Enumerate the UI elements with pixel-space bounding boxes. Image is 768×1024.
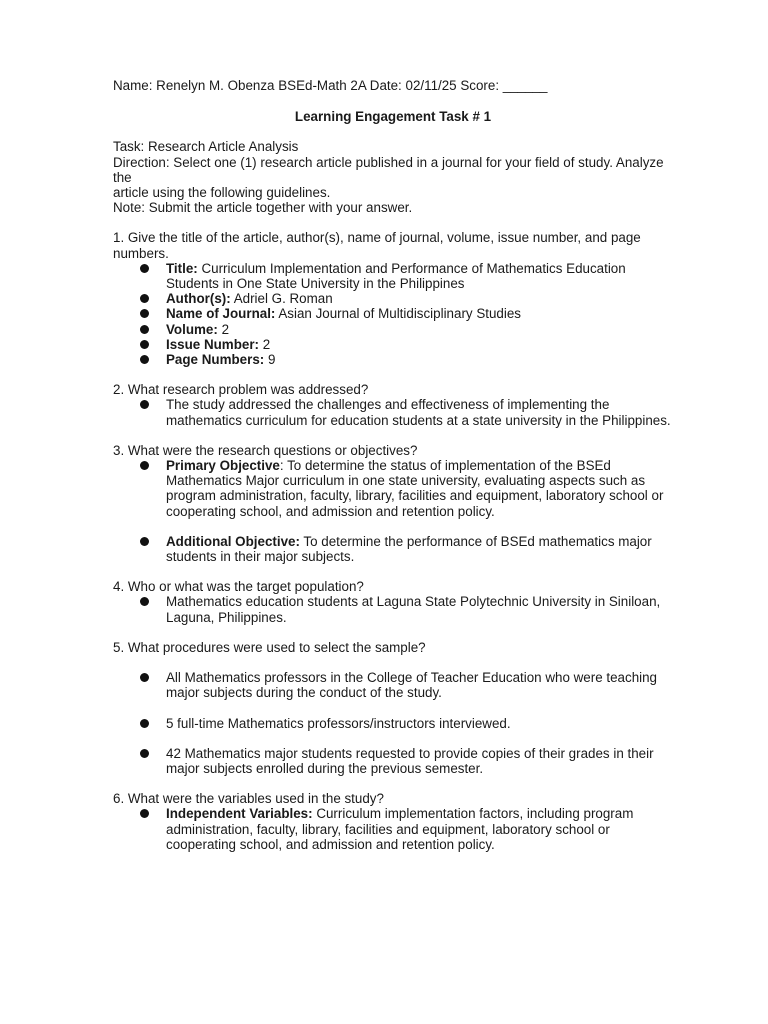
name-header-line: Name: Renelyn M. Obenza BSEd-Math 2A Date: 02/11/25 Score: ______: [113, 78, 548, 93]
list-item: [113, 806, 673, 852]
item-label: Volume:: [166, 321, 218, 337]
list-item: [113, 261, 673, 291]
list-item: [113, 716, 673, 731]
question-1: [113, 230, 673, 367]
item-value: Curriculum Implementation and Performance of Mathematics Education Students in One State University in the Philippines: [166, 260, 626, 292]
list-item: [113, 291, 673, 306]
item-label: Author(s):: [166, 291, 231, 307]
item-label: Page Numbers:: [166, 352, 265, 368]
list-item: [113, 322, 673, 337]
task-line: Task: Research Article Analysis: [113, 139, 299, 155]
list-item: [113, 306, 673, 321]
answer-text: All Mathematics professors in the College of Teacher Education who were teaching major subjects during the conduct of the study.: [166, 670, 658, 701]
item-value: To determine the performance of BSEd mathematics major students in their major subjects.: [166, 533, 652, 565]
list-item: [113, 746, 673, 776]
list-item: [113, 458, 673, 519]
question-2: [113, 382, 673, 428]
bullet-icon: [140, 809, 149, 818]
question-6-text: 6. What were the variables used in the study?: [113, 791, 384, 807]
question-5-text: 5. What procedures were used to select the sample?: [113, 639, 426, 655]
question-6-list: [113, 806, 673, 852]
document-content: [113, 78, 673, 867]
direction-line-2: article using the following guidelines.: [113, 185, 331, 201]
page-title: Learning Engagement Task # 1: [294, 109, 492, 125]
item-value: Adriel G. Roman: [230, 291, 333, 307]
question-2-text: 2. What research problem was addressed?: [113, 382, 369, 398]
question-3: [113, 443, 673, 564]
item-label: Name of Journal:: [166, 306, 276, 322]
question-5: [113, 640, 673, 776]
item-label: Issue Number:: [166, 336, 260, 352]
question-4: [113, 579, 673, 625]
question-2-list: [113, 397, 673, 427]
item-value: Curriculum implementation factors, including program administration, faculty, library, facilities and equipment, laboratory school or cooperating school, and admission and retention policy.: [166, 806, 634, 852]
task-intro: [113, 139, 673, 215]
bullet-icon: [140, 400, 149, 409]
question-6: [113, 791, 673, 852]
direction-line-1: Direction: Select one (1) research article published in a journal for your field of study. Analyze the: [113, 154, 664, 185]
list-item: [113, 337, 673, 352]
item-value: 2: [259, 336, 271, 352]
question-1-line-2: numbers.: [113, 245, 169, 261]
item-label: Primary Objective: [166, 458, 280, 474]
question-4-list: [113, 594, 673, 624]
bullet-icon: [140, 461, 149, 470]
bullet-icon: [140, 355, 149, 364]
answer-text: 5 full-time Mathematics professors/instructors interviewed.: [166, 715, 511, 731]
answer-text: Mathematics education students at Laguna State Polytechnic University in Siniloan, Laguna, Philippines.: [166, 594, 661, 625]
question-1-list: [113, 261, 673, 367]
bullet-icon: [140, 325, 149, 334]
item-value: 9: [264, 352, 276, 368]
bullet-icon: [140, 340, 149, 349]
list-item: [113, 594, 673, 624]
note-line: Note: Submit the article together with your answer.: [113, 200, 413, 216]
answer-text: The study addressed the challenges and effectiveness of implementing the mathematics curriculum for education students at a state university in the Philippines.: [166, 397, 671, 428]
question-5-list: [113, 670, 673, 776]
item-value: : To determine the status of implementation of the BSEd Mathematics Major curriculum in one state university, evaluating aspects such as program administration, faculty, library, facilities and equipment, laboratory school or cooperating school, and admission and retention policy.: [166, 458, 664, 519]
question-3-text: 3. What were the research questions or objectives?: [113, 442, 418, 458]
bullet-icon: [140, 597, 149, 606]
item-label: Title:: [166, 260, 198, 276]
bullet-icon: [140, 719, 149, 728]
item-label: Additional Objective:: [166, 533, 300, 549]
question-4-text: 4. Who or what was the target population?: [113, 579, 364, 595]
item-label: Independent Variables:: [166, 806, 313, 822]
question-3-list: [113, 458, 673, 564]
list-item: [113, 534, 673, 564]
list-item: [113, 670, 673, 700]
bullet-icon: [140, 294, 149, 303]
bullet-icon: [140, 264, 149, 273]
answer-text: 42 Mathematics major students requested to provide copies of their grades in their major subjects enrolled during the previous semester.: [166, 745, 654, 776]
list-item: [113, 397, 673, 427]
bullet-icon: [140, 673, 149, 682]
item-value: 2: [217, 321, 230, 337]
bullet-icon: [140, 309, 149, 318]
question-1-line-1: 1. Give the title of the article, author(s), name of journal, volume, issue number, and page: [113, 230, 641, 246]
bullet-icon: [140, 749, 149, 758]
bullet-icon: [140, 537, 149, 546]
list-item: [113, 352, 673, 367]
item-value: Asian Journal of Multidisciplinary Studies: [275, 306, 521, 322]
